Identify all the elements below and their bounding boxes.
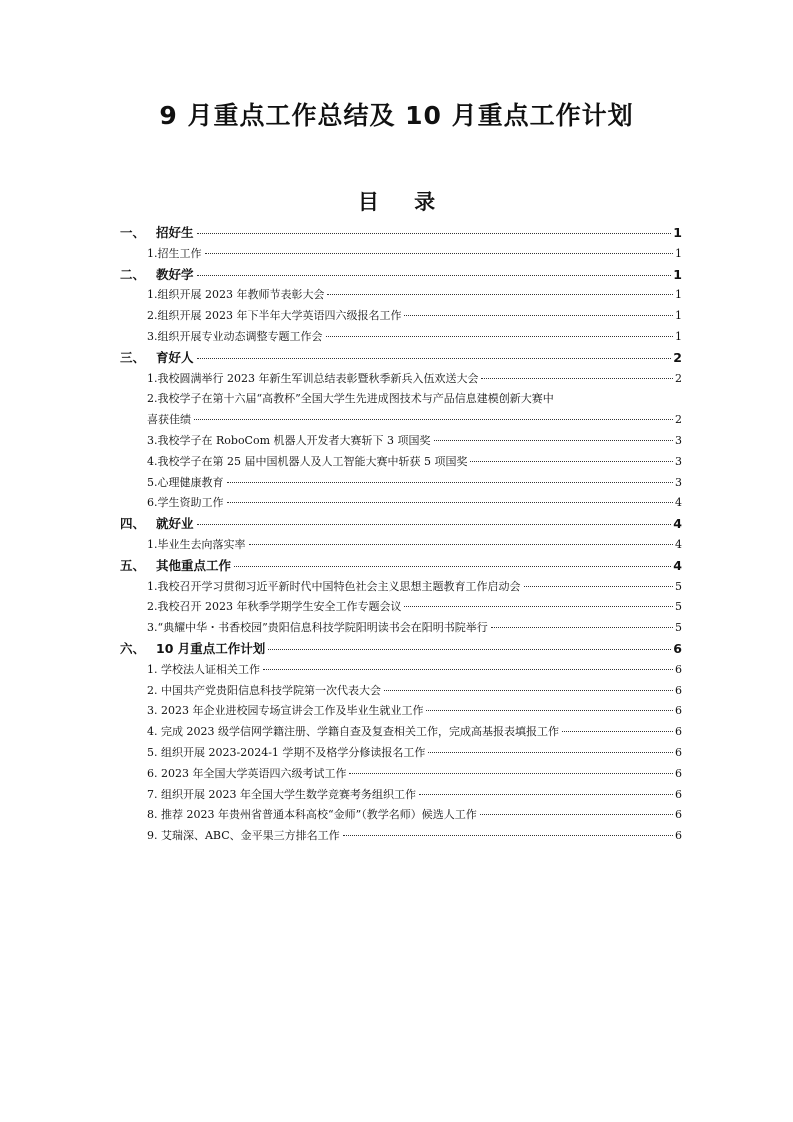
toc-section-number: 一、 (120, 225, 146, 240)
toc-subsection-entry[interactable] (147, 743, 682, 763)
toc-page-number: 6 (675, 725, 682, 739)
toc-page-number: 3 (675, 434, 682, 447)
toc-dot-leader (349, 773, 673, 774)
toc-dot-leader (562, 731, 673, 732)
toc-subsection-entry[interactable] (147, 493, 682, 513)
toc-page-number: 6 (675, 787, 682, 801)
toc-entry-text: 二、 教好学 (120, 265, 194, 285)
toc-subsection-entry[interactable] (147, 306, 682, 326)
toc-page-number: 2 (673, 349, 682, 365)
toc-page-number: 3 (675, 454, 682, 468)
toc-entry-text: 2. 中国共产党贵阳信息科技学院第一次代表大会 (147, 683, 381, 697)
toc-section-number: 四、 (120, 516, 146, 532)
toc-page-number: 1 (675, 309, 682, 323)
toc-section-entry[interactable] (120, 639, 682, 659)
toc-subsection-entry[interactable] (147, 681, 682, 701)
toc-page-number: 6 (675, 662, 682, 676)
toc-entry-text: 1.组织开展 2023 年教师节表彰大会 (147, 288, 325, 302)
toc-subsection-entry[interactable] (147, 410, 682, 430)
toc-entry-text: 7. 组织开展 2023 年全国大学生数学竞赛考务组织工作 (147, 787, 416, 801)
toc-entry-text: 1.招生工作 (147, 246, 202, 260)
toc-page-number: 2 (675, 371, 682, 385)
toc-entry-text: 五、 其他重点工作 (120, 556, 231, 576)
toc-dot-leader (419, 794, 673, 795)
toc-page-number: 2 (675, 413, 682, 427)
toc-entry-text: 一、 招好生 (120, 223, 194, 243)
toc-subsection-entry[interactable] (147, 535, 682, 555)
toc-entry-text: 5. 组织开展 2023-2024-1 学期不及格学分修读报名工作 (147, 746, 426, 759)
toc-entry-text: 9. 艾瑞深、ABC、金平果三方排名工作 (147, 829, 340, 843)
toc-subsection-entry[interactable] (147, 327, 682, 347)
toc-entry-text: 三、 育好人 (120, 348, 194, 368)
toc-entry-text: 3.我校学子在 RoboCom 机器人开发者大赛斩下 3 项国奖 (147, 434, 431, 447)
toc-section-number: 五、 (120, 557, 146, 573)
toc-entry-text: 3. 2023 年企业进校园专场宣讲会工作及毕业生就业工作 (147, 704, 424, 718)
toc-page-number: 4 (673, 557, 682, 573)
toc-subsection-entry[interactable] (147, 597, 682, 617)
document-title: 9 月重点工作总结及 10 月重点工作计划 (159, 101, 634, 130)
toc-dot-leader (197, 524, 672, 525)
toc-page-number: 1 (673, 266, 682, 282)
toc-dot-leader (426, 710, 673, 711)
toc-subsection-entry[interactable] (147, 805, 682, 825)
toc-page-number: 6 (675, 746, 682, 759)
toc-dot-leader (263, 669, 673, 670)
toc-dot-leader (470, 461, 673, 462)
toc-section-entry[interactable] (120, 265, 682, 285)
toc-section-entry[interactable] (120, 223, 682, 243)
toc-page-number: 1 (675, 330, 682, 343)
toc-subsection-entry[interactable] (147, 764, 682, 784)
toc-page-number: 5 (675, 600, 682, 614)
toc-page-number: 5 (675, 621, 682, 635)
toc-entry-text: 1.我校召开学习贯彻习近平新时代中国特色社会主义思想主题教育工作启动会 (147, 579, 521, 593)
toc-entry-text: 1.我校圆满举行 2023 年新生军训总结表彰暨秋季新兵入伍欢送大会 (147, 371, 479, 385)
toc-dot-leader (481, 378, 673, 379)
toc-page-number: 6 (673, 641, 682, 656)
toc-dot-leader (197, 358, 672, 359)
toc-section-entry[interactable] (120, 348, 682, 368)
toc-dot-leader (524, 586, 674, 587)
toc-dot-leader (249, 544, 674, 545)
toc-subsection-entry[interactable] (147, 244, 682, 264)
toc-subsection-entry[interactable] (147, 452, 682, 472)
toc-entry-text: 4. 完成 2023 级学信网学籍注册、学籍自查及复查相关工作，完成高基报表填报工作 (147, 725, 559, 739)
toc-dot-leader (197, 275, 672, 276)
toc-section-entry[interactable] (120, 556, 682, 576)
toc-subsection-entry[interactable] (147, 577, 682, 597)
toc-subsection-entry[interactable] (147, 285, 682, 305)
toc-page-number: 3 (675, 475, 682, 489)
toc-page-number: 1 (673, 225, 682, 240)
toc-section-number: 二、 (120, 266, 146, 282)
toc-entry-text: 5.心理健康教育 (147, 475, 224, 489)
toc-page-number: 6 (675, 766, 682, 780)
toc-subsection-entry[interactable] (147, 369, 682, 389)
toc-entry-text: 3.“典耀中华・书香校园”贵阳信息科技学院阳明读书会在阳明书院举行 (147, 621, 488, 635)
toc-entry-text: 四、 就好业 (120, 514, 194, 534)
toc-entry-text: 喜获佳绩 (147, 413, 191, 427)
toc-dot-leader (404, 315, 673, 316)
toc-section-entry[interactable] (120, 514, 682, 534)
toc-dot-leader (326, 336, 674, 337)
toc-page-number: 6 (675, 683, 682, 697)
toc-page-number: 6 (675, 808, 682, 822)
toc-dot-leader (197, 233, 672, 234)
toc-subsection-entry[interactable] (147, 701, 682, 721)
toc-subsection-entry[interactable] (147, 722, 682, 742)
toc-entry-text: 6. 2023 年全国大学英语四六级考试工作 (147, 766, 347, 780)
toc-section-number: 六、 (120, 641, 146, 656)
toc-subsection-entry[interactable] (147, 660, 682, 680)
toc-page-number: 4 (675, 538, 682, 551)
toc-dot-leader (404, 606, 673, 607)
toc-page-number: 6 (675, 829, 682, 843)
toc-page-number: 4 (673, 516, 682, 532)
toc-entry-text: 1.毕业生去向落实率 (147, 538, 246, 551)
toc-dot-leader (480, 814, 673, 815)
toc-dot-leader (194, 419, 673, 420)
toc-dot-leader (205, 253, 674, 254)
toc-section-number: 三、 (120, 349, 146, 365)
toc-entry-text: 1. 学校法人证相关工作 (147, 662, 260, 676)
toc-dot-leader (384, 690, 673, 691)
toc-page-number: 6 (675, 704, 682, 718)
toc-subsection-entry[interactable] (147, 473, 682, 493)
toc-page-number: 1 (675, 288, 682, 302)
toc-page-number: 5 (675, 579, 682, 593)
toc-entry-text: 2.组织开展 2023 年下半年大学英语四六级报名工作 (147, 309, 402, 323)
toc-subsection-entry[interactable] (147, 431, 682, 451)
toc-dot-leader (227, 502, 674, 503)
toc-subsection-entry[interactable] (147, 826, 682, 846)
toc-entry-text: 2.我校召开 2023 年秋季学期学生安全工作专题会议 (147, 600, 402, 614)
toc-page-number: 4 (675, 496, 682, 510)
toc-dot-leader (343, 835, 673, 836)
toc-entry-text: 4.我校学子在第 25 届中国机器人及人工智能大赛中斩获 5 项国奖 (147, 454, 468, 468)
toc-entry-text: 8. 推荐 2023 年贵州省普通本科高校“金师”（教学名师）候选人工作 (147, 808, 477, 822)
toc-dot-leader (227, 482, 674, 483)
toc-entry-text: 3.组织开展专业动态调整专题工作会 (147, 330, 323, 343)
toc-dot-leader (268, 649, 671, 650)
toc-heading-text: 目 录 (357, 190, 450, 214)
toc-entry-text: 6.学生资助工作 (147, 496, 224, 510)
toc-entry-text[interactable]: 2.我校学子在第十六届“高教杯”全国大学生先进成图技术与产品信息建模创新大赛中 (147, 392, 554, 406)
toc-subsection-entry[interactable] (147, 785, 682, 805)
toc-dot-leader (434, 440, 673, 441)
toc-dot-leader (234, 566, 671, 567)
toc-subsection-entry[interactable] (147, 618, 682, 638)
toc-dot-leader (327, 294, 673, 295)
toc-dot-leader (428, 752, 673, 753)
toc-dot-leader (491, 627, 673, 628)
toc-entry-text: 六、 10 月重点工作计划 (120, 639, 265, 659)
toc-page-number: 1 (675, 246, 682, 260)
